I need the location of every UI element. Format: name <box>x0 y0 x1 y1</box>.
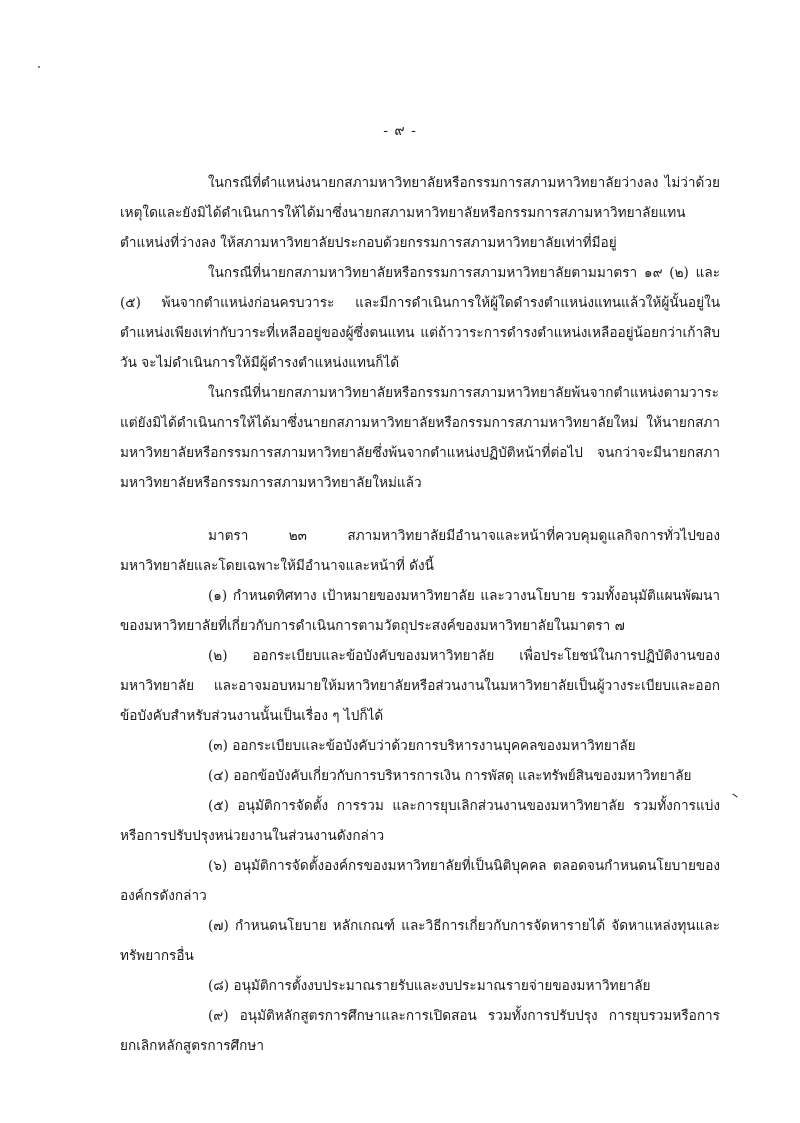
section-item-5 <box>120 791 720 851</box>
section-item-6 <box>120 851 720 911</box>
section-item-text: (๙) อนุมัติหลักสูตรการศึกษาและการเปิดสอน รวมทั้งการปรับปรุง การยุบรวมหรือการยกเลิกหลักสูตรการศึกษา <box>120 1008 720 1054</box>
paragraph-text: ในกรณีที่ตำแหน่งนายกสภามหาวิทยาลัยหรือกรรมการสภามหาวิทยาลัยว่างลง ไม่ว่าด้วยเหตุใดและยังมิได้ดำเนินการให้ได้มาซึ่งนายกสภามหาวิทยาลัยหรือกรรมการสภามหาวิทยาลัยแทนตำแหน่งที่ว่างลง ให้สภามหาวิทยาลัยประกอบด้วยกรรมการสภามหาวิทยาลัยเท่าที่มีอยู่ <box>120 175 720 251</box>
section-item-text: (๔) ออกข้อบังคับเกี่ยวกับการบริหารการเงิน การพัสดุ และทรัพย์สินของมหาวิทยาลัย <box>208 768 692 784</box>
section-item-7 <box>120 911 720 971</box>
document-body <box>120 168 720 1061</box>
section-item-1 <box>120 581 720 641</box>
section-item-text: (๑) กำหนดทิศทาง เป้าหมายของมหาวิทยาลัย และวางนโยบาย รวมทั้งอนุมัติแผนพัฒนาของมหาวิทยาลัยที่เกี่ยวกับการดำเนินการตามวัตถุประสงค์ของมหาวิทยาลัยในมาตรา ๗ <box>120 588 720 634</box>
paragraph-text: ในกรณีที่นายกสภามหาวิทยาลัยหรือกรรมการสภามหาวิทยาลัยพ้นจากตำแหน่งตามวาระแต่ยังมิได้ดำเนินการให้ได้มาซึ่งนายกสภามหาวิทยาลัยหรือกรรมการสภามหาวิทยาลัยใหม่ ให้นายกสภามหาวิทยาลัยหรือกรรมการสภามหาวิทยาลัยซึ่งพ้นจากตำแหน่งปฏิบัติหน้าที่ต่อไป จนกว่าจะมีนายกสภามหาวิทยาลัยหรือกรรมการสภามหาวิทยาลัยใหม่แล้ว <box>120 385 720 491</box>
section-item-2 <box>120 641 720 731</box>
section-item-text: (๗) กำหนดนโยบาย หลักเกณฑ์ และวิธีการเกี่ยวกับการจัดหารายได้ จัดหาแหล่งทุนและทรัพยากรอื่น <box>120 918 720 964</box>
section-item-8 <box>120 971 720 1001</box>
scan-mark <box>732 793 737 797</box>
paragraph-text: ในกรณีที่นายกสภามหาวิทยาลัยหรือกรรมการสภามหาวิทยาลัยตามมาตรา ๑๙ (๒) และ (๕) พ้นจากตำแหน่งก่อนครบวาระ และมีการดำเนินการให้ผู้ใดดำรงตำแหน่งแทนแล้วให้ผู้นั้นอยู่ในตำแหน่งเพียงเท่ากับวาระที่เหลืออยู่ของผู้ซึ่งตนแทน แต่ถ้าวาระการดำรงตำแหน่งเหลืออยู่น้อยกว่าเก้าสิบวัน จะไม่ดำเนินการให้มีผู้ดำรงตำแหน่งแทนก็ได้ <box>120 265 720 371</box>
section-gap <box>120 498 720 521</box>
section-item-text: (๖) อนุมัติการจัดตั้งองค์กรของมหาวิทยาลัยที่เป็นนิติบุคคล ตลอดจนกำหนดนโยบายขององค์กรดังกล่าว <box>120 858 720 904</box>
section-item-4 <box>120 761 720 791</box>
section-item-text: (๒) ออกระเบียบและข้อบังคับของมหาวิทยาลัย เพื่อประโยชน์ในการปฏิบัติงานของมหาวิทยาลัย และอาจมอบหมายให้มหาวิทยาลัยหรือส่วนงานในมหาวิทยาลัยเป็นผู้วางระเบียบและออกข้อบังคับสำหรับส่วนงานนั้นเป็นเรื่อง ๆ ไปก็ได้ <box>120 648 720 724</box>
section-item-9 <box>120 1001 720 1061</box>
paragraph-term-end <box>120 378 720 498</box>
section-intro-text: มาตรา ๒๓ สภามหาวิทยาลัยมีอำนาจและหน้าที่ควบคุมดูแลกิจการทั่วไปของมหาวิทยาลัยและโดยเฉพาะให้มีอำนาจและหน้าที่ ดังนี้ <box>120 528 720 574</box>
page-number: - ๙ - <box>383 123 417 139</box>
section-item-text: (๘) อนุมัติการตั้งงบประมาณรายรับและงบประมาณรายจ่ายของมหาวิทยาลัย <box>208 978 651 994</box>
section-23-intro <box>120 521 720 581</box>
section-item-text: (๓) ออกระเบียบและข้อบังคับว่าด้วยการบริหารงานบุคคลของมหาวิทยาลัย <box>208 738 636 754</box>
scan-speck <box>38 66 40 68</box>
section-item-3 <box>120 731 720 761</box>
paragraph-early-vacancy <box>120 258 720 378</box>
section-item-text: (๕) อนุมัติการจัดตั้ง การรวม และการยุบเลิกส่วนงานของมหาวิทยาลัย รวมทั้งการแบ่งหรือการปรับปรุงหน่วยงานในส่วนงานดังกล่าว <box>120 798 720 844</box>
paragraph-vacancy <box>120 168 720 258</box>
